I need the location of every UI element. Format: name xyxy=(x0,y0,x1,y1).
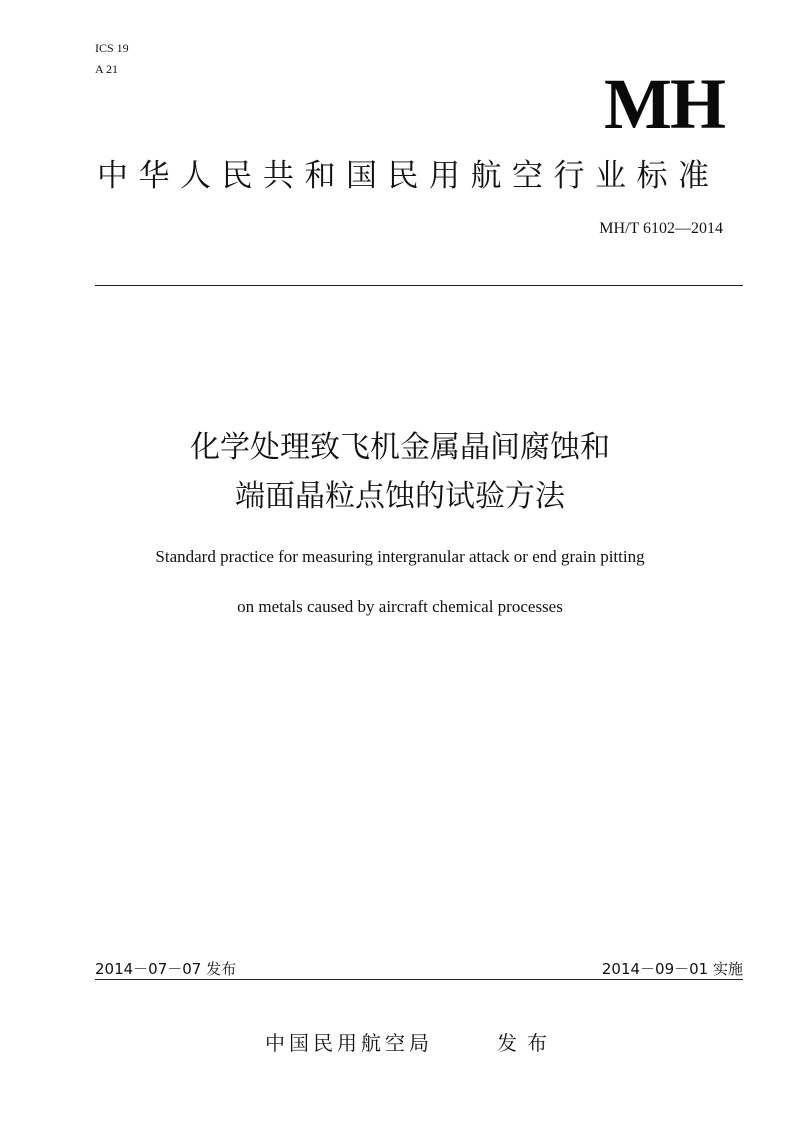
publisher-name: 中国民用航空局 xyxy=(265,1031,433,1055)
organization-title: 中华人民共和国民用航空行业标准 xyxy=(97,158,720,194)
publish-label: 发布 xyxy=(497,1031,557,1055)
mh-logo: MH xyxy=(604,64,724,144)
issue-date: 2014－07－07 发布 xyxy=(95,960,237,978)
effective-date: 2014－09－01 实施 xyxy=(601,960,743,978)
standard-number: MH/T 6102—2014 xyxy=(599,220,723,237)
footer-divider xyxy=(95,979,743,980)
ccs-code: A 21 xyxy=(95,62,119,76)
english-title-line-2: on metals caused by aircraft chemical processes xyxy=(237,597,563,616)
chinese-title-line-1: 化学处理致飞机金属晶间腐蚀和 xyxy=(190,430,610,465)
ics-code: ICS 19 xyxy=(95,41,129,55)
chinese-title-line-2: 端面晶粒点蚀的试验方法 xyxy=(235,479,565,514)
header-divider xyxy=(95,285,743,286)
english-title-line-1: Standard practice for measuring intergranular attack or end grain pitting xyxy=(155,547,645,566)
